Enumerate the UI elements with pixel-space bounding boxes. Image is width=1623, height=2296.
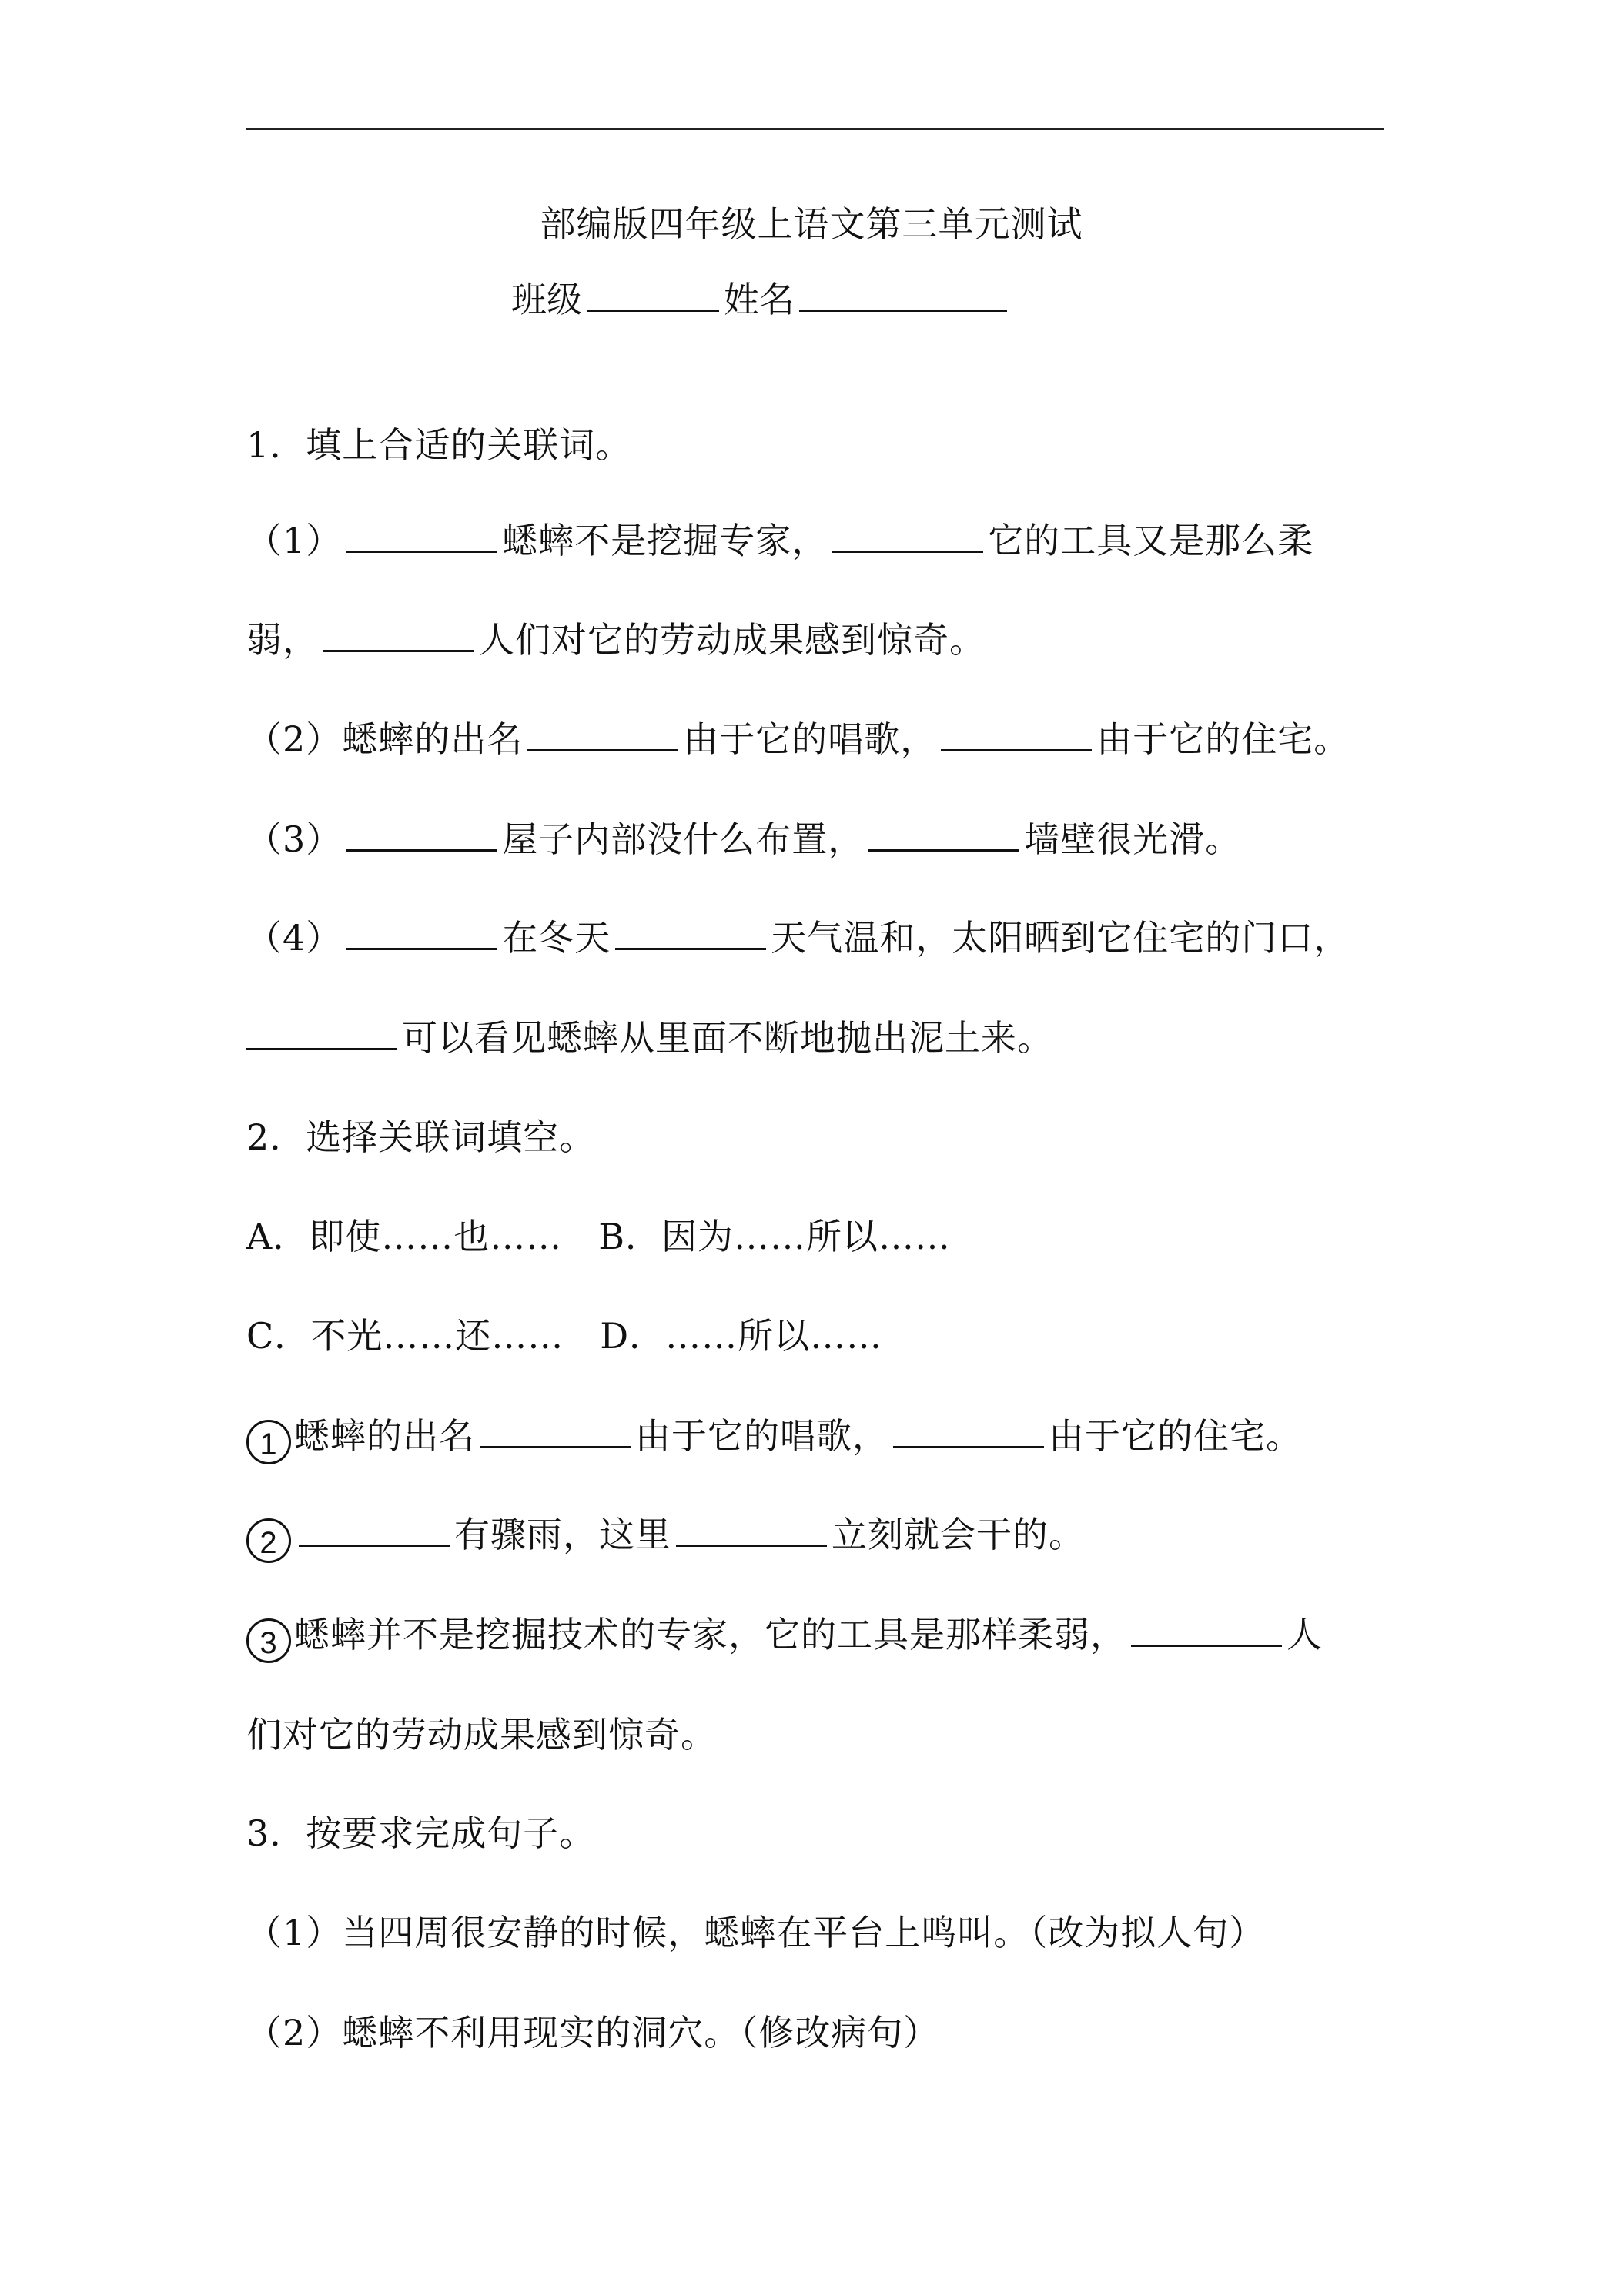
blank[interactable]	[323, 616, 474, 652]
q1-s3-text-b: 墙壁很光滑。	[1024, 818, 1242, 860]
q2-c1-text-c: 由于它的住宅。	[1049, 1415, 1302, 1457]
q1-sentence-1-line-2	[246, 613, 986, 667]
blank[interactable]	[246, 1014, 397, 1050]
name-label: 姓名	[724, 279, 795, 320]
q1-s1-text-a: 蟋蟀不是挖掘专家，	[502, 520, 828, 561]
blank[interactable]	[480, 1412, 631, 1448]
q2-heading: 2．选择关联词填空。	[246, 1116, 596, 1158]
blank[interactable]	[941, 715, 1092, 751]
q3-sentence-2: （2）蟋蟀不利用现实的洞穴。（修改病句）	[246, 2012, 940, 2053]
q2-item-3-line-2: 们对它的劳动成果感到惊奇。	[246, 1714, 717, 1755]
name-blank[interactable]	[799, 276, 1007, 312]
q2-options-line-1: A．即使……也…… B．因为……所以……	[246, 1216, 952, 1257]
q1-s4-text-a: 在冬天	[502, 917, 611, 959]
q1-sentence-1-line-1	[246, 514, 1313, 567]
q2-item-3-line-1	[246, 1608, 1323, 1663]
blank[interactable]	[346, 815, 497, 852]
q1-s1-text-b: 它的工具又是那么柔	[988, 520, 1314, 561]
q2-c2-text-a: 有骤雨，这里	[454, 1514, 671, 1555]
class-blank[interactable]	[587, 276, 719, 312]
q1-s3-prefix: （3）	[246, 818, 343, 860]
q2-item-1	[246, 1409, 1302, 1464]
q1-s1-text-c: 弱，	[246, 619, 319, 661]
q1-s1-text-d: 人们对它的劳动成果感到惊奇。	[479, 619, 986, 661]
blank[interactable]	[346, 914, 497, 950]
blank[interactable]	[527, 715, 678, 751]
blank[interactable]	[299, 1511, 450, 1547]
blank[interactable]	[893, 1412, 1044, 1448]
q1-sentence-3	[246, 812, 1241, 866]
q1-s4-text-b: 天气温和，太阳晒到它住宅的门口，	[771, 917, 1350, 959]
circled-number-1: 1	[246, 1420, 291, 1464]
q2-options-line-2: C．不光……还…… D．……所以……	[246, 1315, 883, 1357]
q2-item-2	[246, 1508, 1085, 1563]
blank[interactable]	[346, 517, 497, 553]
q1-sentence-4-line-1	[246, 911, 1350, 965]
q2-c2-text-b: 立刻就会干的。	[832, 1514, 1085, 1555]
q3-sentence-1: （1）当四周很安静的时候，蟋蟀在平台上鸣叫。（改为拟人句）	[246, 1912, 1266, 1953]
q1-sentence-2	[246, 712, 1350, 766]
q2-c3-text-a: 蟋蟀并不是挖掘技术的专家，它的工具是那样柔弱，	[294, 1614, 1126, 1655]
circled-number-2: 2	[246, 1518, 291, 1563]
q2-c3-text-b: 人	[1287, 1614, 1323, 1655]
q1-s4-text-c: 可以看见蟋蟀从里面不断地抛出泥土来。	[402, 1017, 1053, 1059]
page-title: 部编版四年级上语文第三单元测试	[540, 203, 1083, 245]
q3-heading: 3．按要求完成句子。	[246, 1812, 596, 1854]
blank[interactable]	[832, 517, 983, 553]
q2-c1-text-b: 由于它的唱歌，	[635, 1415, 888, 1457]
q1-s1-prefix: （1）	[246, 520, 343, 561]
q1-s4-prefix: （4）	[246, 917, 343, 959]
q2-c1-text-a: 蟋蟀的出名	[294, 1415, 475, 1457]
q1-s3-text-a: 屋子内部没什么布置，	[502, 818, 865, 860]
q1-s2-prefix: （2）蟋蟀的出名	[246, 718, 524, 760]
blank[interactable]	[1131, 1611, 1282, 1647]
student-info	[511, 273, 1012, 326]
blank[interactable]	[615, 914, 766, 950]
header-rule	[246, 128, 1384, 130]
blank[interactable]	[868, 815, 1019, 852]
circled-number-3: 3	[246, 1618, 291, 1663]
class-label: 班级	[511, 279, 582, 320]
q1-s2-text-a: 由于它的唱歌，	[683, 718, 937, 760]
q1-s2-text-b: 由于它的住宅。	[1096, 718, 1350, 760]
q1-heading: 1．填上合适的关联词。	[246, 424, 632, 466]
blank[interactable]	[676, 1511, 827, 1547]
q1-sentence-4-line-2	[246, 1011, 1053, 1065]
